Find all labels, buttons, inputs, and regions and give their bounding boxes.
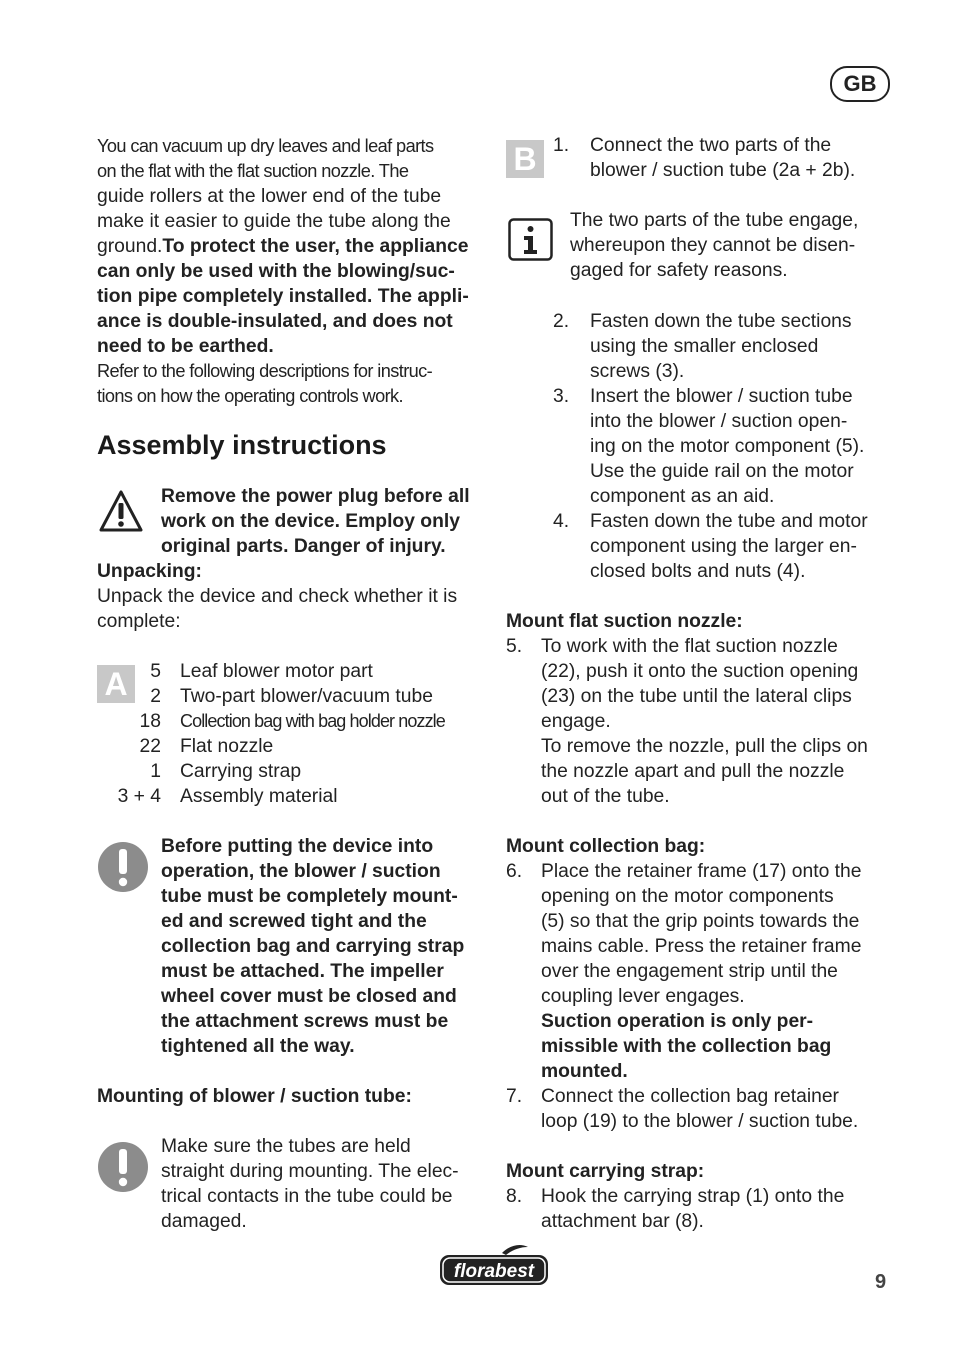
step-line: over the engagement strip until the (541, 961, 838, 982)
step-line: blower / suction tube (2a + 2b). (590, 160, 856, 181)
part-name: Carrying strap (180, 761, 302, 782)
info-note (570, 208, 900, 283)
step-line: Hook the carrying strap (1) onto the (541, 1186, 845, 1207)
step-note-line: missible with the collection bag (541, 1036, 832, 1057)
info-line: gaged for safety reasons. (570, 260, 788, 281)
step-line: loop (19) to the blower / suction tube. (541, 1111, 859, 1132)
intro-line: guide rollers at the lower end of the tube (97, 186, 442, 207)
step-number: 8. (506, 1186, 523, 1207)
country-badge: GB (830, 66, 890, 102)
step-line: the nozzle apart and pull the nozzle (541, 761, 845, 782)
part-number: 1 (150, 761, 161, 782)
step-line: (22), push it onto the suction opening (541, 661, 859, 682)
unpacking-line: complete: (97, 611, 181, 632)
info-line: The two parts of the tube engage, (570, 210, 859, 231)
parts-list-row (97, 759, 497, 784)
step-line: into the blower / suction open- (590, 411, 848, 432)
step-line: coupling lever engages. (541, 986, 745, 1007)
step-line: (23) on the tube until the lateral clips (541, 686, 852, 707)
step-line: out of the tube. (541, 786, 670, 807)
step-line: Fasten down the tube sections (590, 311, 852, 332)
unpacking-text (97, 584, 487, 634)
step-line: Insert the blower / suction tube (590, 386, 853, 407)
parts-list-row (97, 684, 497, 709)
step-number: 4. (553, 511, 570, 532)
caution-exclamation-icon (97, 841, 149, 893)
logo-text: florabest (453, 1261, 535, 1282)
part-name: Collection bag with bag holder nozzle (180, 711, 445, 731)
parts-list-row (97, 734, 497, 759)
step-note-line: Suction operation is only per- (541, 1011, 814, 1032)
caution-exclamation-icon (97, 1141, 149, 1193)
intro-line-normal: ground. (97, 236, 163, 257)
step-line: To work with the flat suction nozzle (541, 636, 838, 657)
step-line: Fasten down the tube and motor (590, 511, 868, 532)
part-name: Two-part blower/vacuum tube (180, 686, 433, 707)
intro-line: tion pipe completely installed. The appli- (97, 286, 469, 307)
step-number: 3. (553, 386, 570, 407)
warning-line: Remove the power plug before all (161, 486, 470, 507)
figure-b-reference: B (506, 140, 544, 178)
bag-heading: Mount collection bag: (506, 836, 706, 857)
mounting-heading: Mounting of blower / suction tube: (97, 1086, 412, 1107)
step-line: engage. (541, 711, 611, 732)
florabest-logo (438, 1244, 550, 1288)
strap-heading: Mount carrying strap: (506, 1161, 705, 1182)
step-line: Place the retainer frame (17) onto the (541, 861, 862, 882)
part-number: 22 (139, 736, 161, 757)
part-name: Leaf blower motor part (180, 661, 373, 682)
step-line: ing on the motor component (5). (590, 436, 865, 457)
intro-line: can only be used with the blowing/suc- (97, 261, 455, 282)
part-number: 2 (150, 686, 161, 707)
unpacking-heading: Unpacking: (97, 561, 202, 582)
step-line: mains cable. Press the retainer frame (541, 936, 862, 957)
info-line: whereupon they cannot be disen- (570, 235, 856, 256)
step-line: (5) so that the grip points towards the (541, 911, 860, 932)
figure-a-reference: A (97, 665, 135, 703)
step-line: attachment bar (8). (541, 1211, 704, 1232)
step-number: 5. (506, 636, 523, 657)
step-line: Connect the two parts of the (590, 135, 832, 156)
caution-text (161, 1134, 486, 1234)
intro-line (97, 234, 487, 259)
caution-line: trical contacts in the tube could be (161, 1186, 453, 1207)
step-line: Connect the collection bag retainer (541, 1086, 839, 1107)
section-heading: Assembly instructions (97, 430, 387, 460)
step-number: 2. (553, 311, 570, 332)
nozzle-heading: Mount flat suction nozzle: (506, 611, 743, 632)
parts-list-row (97, 659, 497, 684)
caution-line: straight during mounting. The elec- (161, 1161, 459, 1182)
intro-line: make it easier to guide the tube along the (97, 211, 451, 232)
part-name: Flat nozzle (180, 736, 274, 757)
parts-list-row (97, 709, 497, 734)
warning-line: original parts. Danger of injury. (161, 536, 446, 557)
part-number: 18 (139, 711, 161, 732)
step-line: closed bolts and nuts (4). (590, 561, 806, 582)
intro-line: on the flat with the flat suction nozzle. The (97, 161, 409, 181)
caution-line: wheel cover must be closed and (161, 986, 457, 1007)
intro-line-bold: To protect the user, the appliance (162, 236, 469, 257)
caution-line: tube must be completely mount- (161, 886, 458, 907)
warning-text (161, 484, 486, 559)
caution-line: Make sure the tubes are held (161, 1136, 411, 1157)
caution-text (161, 834, 486, 1059)
caution-line: Before putting the device into (161, 836, 434, 857)
intro-line: Refer to the following descriptions for instruc- (97, 361, 433, 381)
step-number: 6. (506, 861, 523, 882)
warning-line: work on the device. Employ only (161, 511, 460, 532)
caution-line: tightened all the way. (161, 1036, 355, 1057)
caution-line: damaged. (161, 1211, 247, 1232)
intro-line: ance is double-insulated, and does not (97, 311, 453, 332)
info-icon (508, 218, 553, 261)
unpacking-line: Unpack the device and check whether it is (97, 586, 458, 607)
step-line: screws (3). (590, 361, 685, 382)
step-line: opening on the motor components (541, 886, 834, 907)
parts-list-row (97, 784, 497, 809)
step-line: component using the larger en- (590, 536, 857, 557)
part-name: Assembly material (180, 786, 338, 807)
intro-line: need to be earthed. (97, 336, 274, 357)
step-line: To remove the nozzle, pull the clips on (541, 736, 868, 757)
step-line: component as an aid. (590, 486, 775, 507)
step-number: 1. (553, 135, 570, 156)
step-line: using the smaller enclosed (590, 336, 819, 357)
warning-triangle-icon (98, 489, 144, 533)
step-number: 7. (506, 1086, 523, 1107)
page-number: 9 (875, 1271, 887, 1293)
caution-line: the attachment screws must be (161, 1011, 449, 1032)
step-note-line: mounted. (541, 1061, 628, 1082)
part-number: 3 + 4 (117, 786, 161, 807)
caution-line: collection bag and carrying strap (161, 936, 465, 957)
caution-line: ed and screwed tight and the (161, 911, 427, 932)
intro-line: tions on how the operating controls work. (97, 386, 403, 406)
step-line: Use the guide rail on the motor (590, 461, 854, 482)
caution-line: operation, the blower / suction (161, 861, 441, 882)
part-number: 5 (150, 661, 161, 682)
intro-line: You can vacuum up dry leaves and leaf parts (97, 136, 434, 156)
caution-line: must be attached. The impeller (161, 961, 444, 982)
intro-paragraph (97, 134, 487, 409)
